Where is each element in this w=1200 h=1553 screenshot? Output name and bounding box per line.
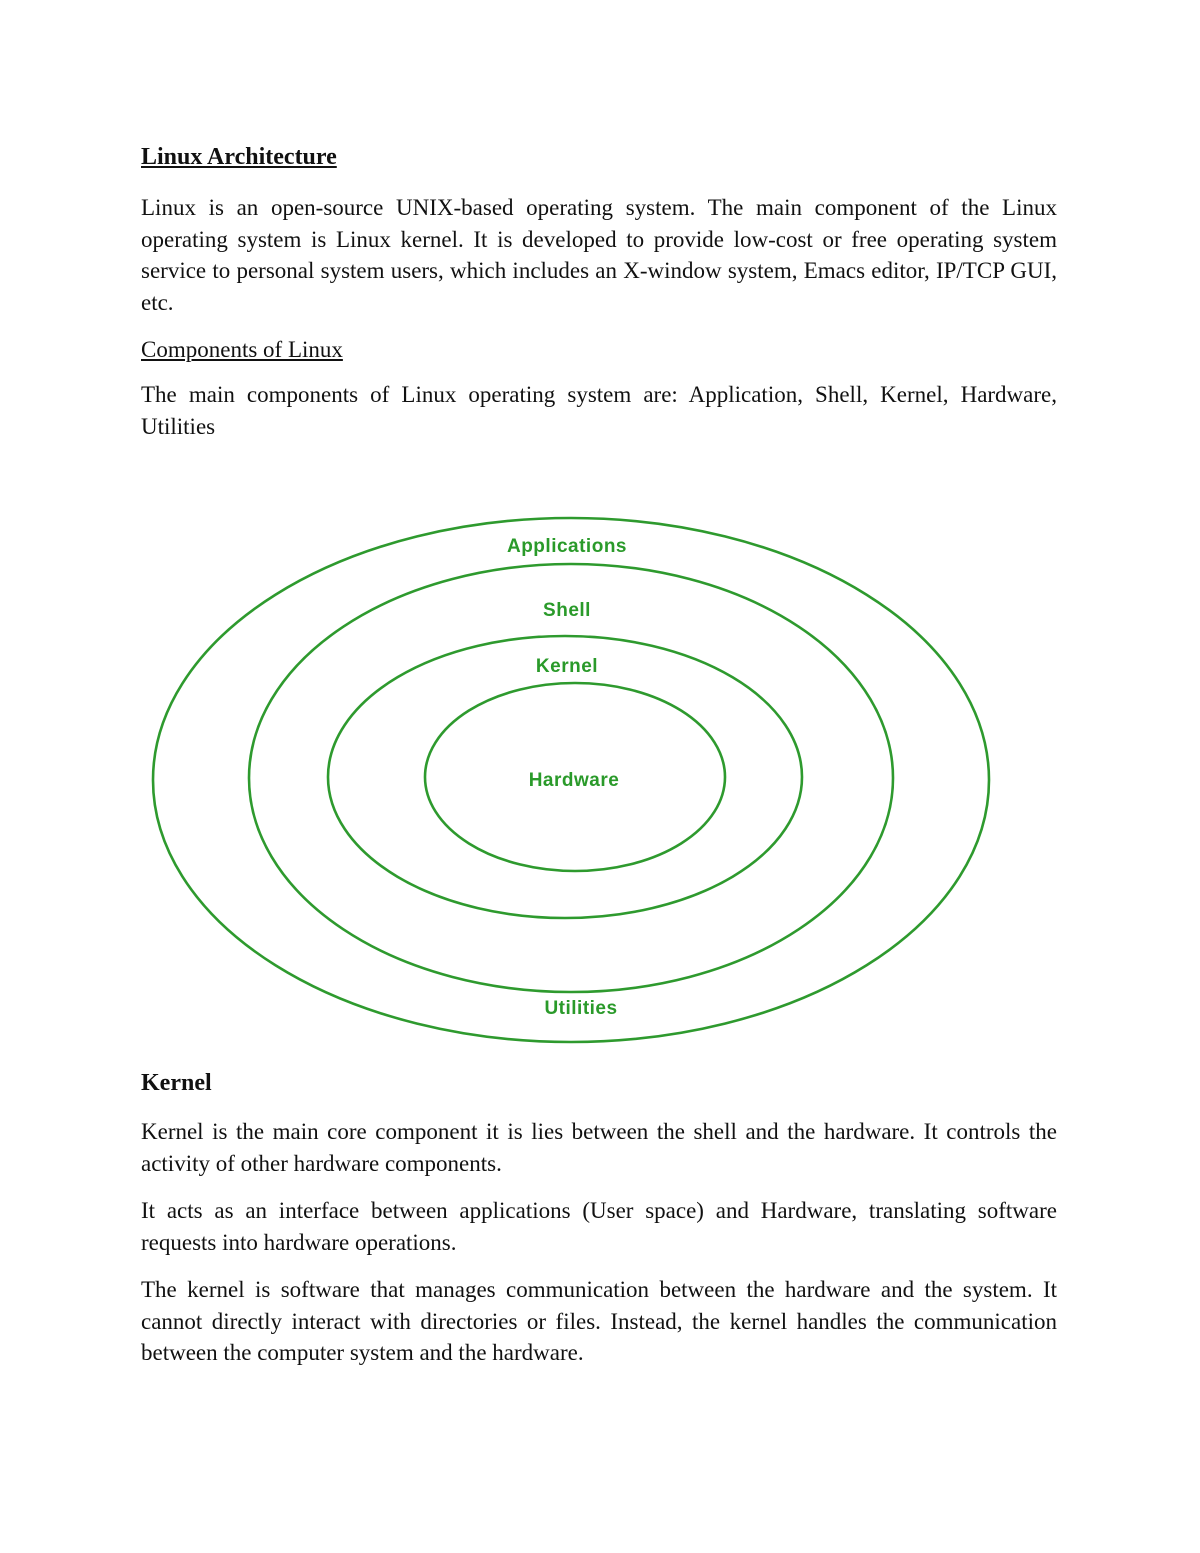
kernel-label: Kernel (535, 656, 599, 677)
kernel-paragraph-2: It acts as an interface between applications (User space) and Hardware, translating software requests into hardware operations. (141, 1198, 1057, 1255)
kernel-heading: Kernel (141, 1070, 212, 1096)
utilities-label: Utilities (544, 998, 618, 1019)
hardware-label: Hardware (528, 770, 620, 791)
linux-architecture-diagram (150, 510, 1000, 1050)
applications-label: Applications (506, 536, 628, 557)
intro-section (141, 140, 1057, 458)
components-heading: Components of Linux (141, 337, 343, 362)
kernel-paragraph-1: Kernel is the main core component it is lies between the shell and the hardware. It controls the activity of other hardware components. (141, 1119, 1057, 1176)
components-paragraph: The main components of Linux operating system are: Application, Shell, Kernel, Hardware, Utilities (141, 382, 1057, 439)
page-title: Linux Architecture (141, 144, 337, 170)
shell-label: Shell (543, 600, 591, 621)
kernel-section (141, 1066, 1057, 1385)
intro-paragraph: Linux is an open-source UNIX-based operating system. The main component of the Linux operating system is Linux kernel. It is developed to provide low-cost or free operating system service to personal system users, which includes an X-window system, Emacs editor, IP/TCP GUI, etc. (141, 195, 1057, 315)
kernel-paragraph-3: The kernel is software that manages communication between the hardware and the system. It cannot directly interact with directories or files. Instead, the kernel handles the communication between the computer system and the hardware. (141, 1277, 1057, 1365)
